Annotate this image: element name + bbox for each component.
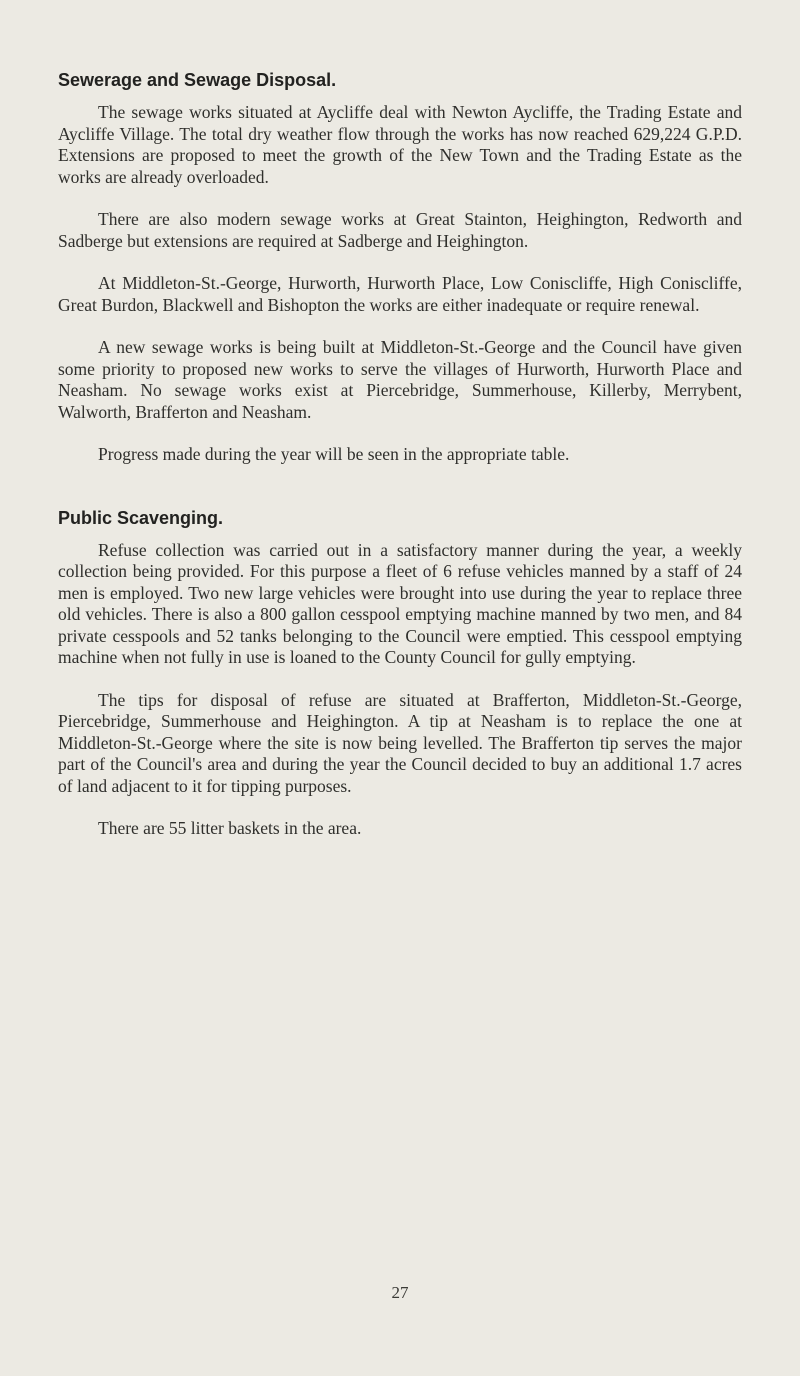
page-number: 27 <box>391 1283 409 1302</box>
paragraph: There are also modern sewage works at Great Stainton, Heighington, Redworth and Sadberge but extensions are required at Sadberge and Heighington. <box>58 209 742 251</box>
section-heading-sewerage: Sewerage and Sewage Disposal. <box>58 70 337 90</box>
section-heading-public-scavenging: Public Scavenging. <box>58 507 224 528</box>
section-public-scavenging <box>58 506 742 840</box>
paragraph: A new sewage works is being built at Middleton-St.-George and the Council have given some priority to proposed new works to serve the villages of Hurworth, Hurworth Place and Neasham. No sewage works exist at Piercebridge, Summerhouse, Killerby, Merrybent, Walworth, Brafferton and Neasham. <box>58 337 742 422</box>
paragraph: The sewage works situated at Aycliffe deal with Newton Aycliffe, the Trading Estate and Aycliffe Village. The total dry weather flow through the works has now reached 629,224 G.P.D. Extensions are proposed to meet the growth of the New Town and the Trading Estate as the works are already overloaded. <box>58 102 742 187</box>
section-sewerage <box>58 68 742 466</box>
paragraph: Refuse collection was carried out in a satisfactory manner during the year, a weekly collection being provided. For this purpose a fleet of 6 refuse vehicles manned by a staff of 24 men is employed. Two new large vehicles were brought into use during the year to replace three old vehicles. There is also a 800 gallon cesspool emptying machine manned by two men, and 84 private cesspools and 52 tanks belonging to the Council were emptied. This cesspool emptying machine when not fully in use is loaned to the County Council for gully emptying. <box>58 539 742 667</box>
paragraph: There are 55 litter baskets in the area. <box>98 818 362 838</box>
paragraph: Progress made during the year will be seen in the appropriate table. <box>98 444 570 464</box>
paragraph: At Middleton-St.-George, Hurworth, Hurworth Place, Low Coniscliffe, High Coniscliffe, Great Burdon, Blackwell and Bishopton the works are either inadequate or require renewal. <box>58 273 742 315</box>
paragraph: The tips for disposal of refuse are situated at Brafferton, Middleton-St.-George, Piercebridge, Summerhouse and Heighington. A tip at Neasham is to replace the one at Middleton-St.-George where the site is now being levelled. The Brafferton tip serves the major part of the Council's area and during the year the Council decided to buy an additional 1.7 acres of land adjacent to it for tipping purposes. <box>58 689 742 796</box>
